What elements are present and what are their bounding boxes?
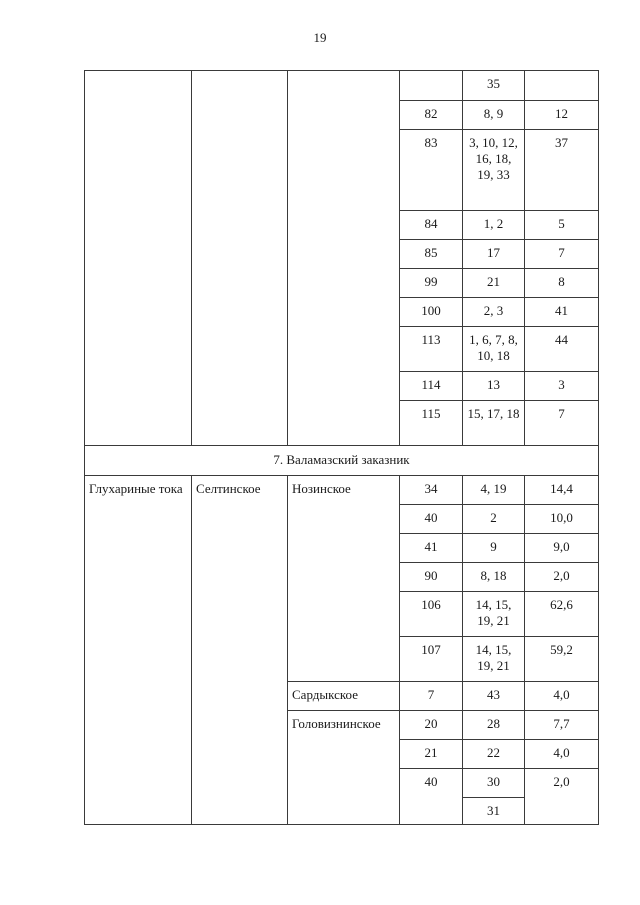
quarter-cell: 90 <box>400 563 463 592</box>
table-row <box>85 71 599 101</box>
quarter-cell: 83 <box>400 130 463 211</box>
area-cell: 7,7 <box>525 711 599 740</box>
quarter-cell: 114 <box>400 372 463 401</box>
area-cell: 44 <box>525 327 599 372</box>
district-cell: Сардыкское <box>288 682 400 711</box>
plot-cell: 2 <box>463 505 525 534</box>
plot-cell: 15, 17, 18 <box>463 401 525 446</box>
area-cell: 7 <box>525 401 599 446</box>
plot-cell: 22 <box>463 740 525 769</box>
reserve-table-container <box>84 70 599 825</box>
district-cell: Нозинское <box>288 476 400 682</box>
quarter-cell: 7 <box>400 682 463 711</box>
section-row <box>85 446 599 476</box>
quarter-cell: 113 <box>400 327 463 372</box>
quarter-cell: 21 <box>400 740 463 769</box>
quarter-cell: 41 <box>400 534 463 563</box>
area-cell: 4,0 <box>525 740 599 769</box>
plot-cell: 8, 9 <box>463 101 525 130</box>
page-number: 19 <box>313 30 327 45</box>
quarter-cell: 84 <box>400 211 463 240</box>
plot-cell: 14, 15, 19, 21 <box>463 592 525 637</box>
object-cell-empty <box>85 71 192 446</box>
quarter-cell: 106 <box>400 592 463 637</box>
area-cell: 12 <box>525 101 599 130</box>
section-title: 7. Валамазский заказник <box>85 446 599 476</box>
area-cell <box>525 71 599 101</box>
plot-cell: 31 <box>463 798 525 825</box>
plot-cell: 13 <box>463 372 525 401</box>
plot-cell: 21 <box>463 269 525 298</box>
area-cell: 7 <box>525 240 599 269</box>
plot-cell: 28 <box>463 711 525 740</box>
plot-cell: 9 <box>463 534 525 563</box>
plot-cell: 35 <box>463 71 525 101</box>
area-cell: 37 <box>525 130 599 211</box>
plot-cell: 8, 18 <box>463 563 525 592</box>
plot-cell: 30 <box>463 769 525 798</box>
quarter-cell: 40 <box>400 505 463 534</box>
plot-cell: 1, 2 <box>463 211 525 240</box>
quarter-cell: 115 <box>400 401 463 446</box>
quarter-cell <box>400 71 463 101</box>
plot-cell: 4, 19 <box>463 476 525 505</box>
area-cell: 14,4 <box>525 476 599 505</box>
table-row <box>85 476 599 505</box>
quarter-cell: 82 <box>400 101 463 130</box>
area-cell: 59,2 <box>525 637 599 682</box>
area-cell: 4,0 <box>525 682 599 711</box>
quarter-cell: 99 <box>400 269 463 298</box>
district-cell-empty <box>288 71 400 446</box>
plot-cell: 2, 3 <box>463 298 525 327</box>
area-cell: 2,0 <box>525 769 599 825</box>
area-cell: 9,0 <box>525 534 599 563</box>
object-cell: Глухариные тока <box>85 476 192 825</box>
quarter-cell: 107 <box>400 637 463 682</box>
plot-cell: 3, 10, 12, 16, 18, 19, 33 <box>463 130 525 211</box>
plot-cell: 17 <box>463 240 525 269</box>
area-cell: 3 <box>525 372 599 401</box>
quarter-cell: 20 <box>400 711 463 740</box>
area-cell: 10,0 <box>525 505 599 534</box>
quarter-cell: 85 <box>400 240 463 269</box>
reserve-table <box>84 70 599 825</box>
area-cell: 2,0 <box>525 563 599 592</box>
plot-cell: 1, 6, 7, 8, 10, 18 <box>463 327 525 372</box>
quarter-cell: 34 <box>400 476 463 505</box>
plot-cell: 43 <box>463 682 525 711</box>
quarter-cell: 100 <box>400 298 463 327</box>
forestry-cell: Селтинское <box>192 476 288 825</box>
district-cell: Головизнинское <box>288 711 400 825</box>
area-cell: 41 <box>525 298 599 327</box>
quarter-cell: 40 <box>400 769 463 825</box>
area-cell: 5 <box>525 211 599 240</box>
forestry-cell-empty <box>192 71 288 446</box>
area-cell: 8 <box>525 269 599 298</box>
plot-cell: 14, 15, 19, 21 <box>463 637 525 682</box>
area-cell: 62,6 <box>525 592 599 637</box>
